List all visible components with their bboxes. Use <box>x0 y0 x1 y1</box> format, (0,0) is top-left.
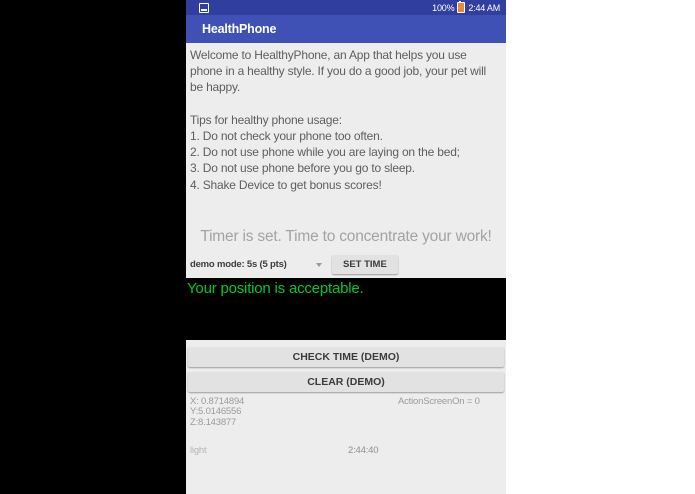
left-letterbox <box>0 0 186 494</box>
app-bar <box>186 15 506 43</box>
sensor-readout <box>186 397 506 429</box>
sensor-z: Z:8.143877 <box>190 416 237 428</box>
footer-row <box>186 445 506 456</box>
clock-text: 2:44:40 <box>348 445 379 457</box>
timer-mode-spinner[interactable] <box>190 259 322 270</box>
tips-header: Tips for healthy phone usage: <box>190 112 342 127</box>
status-bar <box>186 0 506 15</box>
battery-percent: 100% <box>432 2 455 13</box>
sensor-y: Y:5.0146556 <box>190 406 242 418</box>
tip-item: 2. Do not use phone while you are laying on the bed; <box>190 145 460 160</box>
clear-button[interactable]: CLEAR (DEMO) <box>188 372 504 392</box>
tip-item: 3. Do not use phone before you go to sleep. <box>190 161 415 176</box>
tip-item: 1. Do not check your phone too often. <box>190 129 383 143</box>
status-bar-right <box>432 2 500 13</box>
right-letterbox <box>506 0 695 494</box>
timer-mode-value: demo mode: 5s (5 pts) <box>190 259 287 271</box>
app-title: HealthPhone <box>202 22 277 36</box>
welcome-text: Welcome to HealthyPhone, an App that helps you use phone in a healthy style. If you do a good job, your pet will be happy. <box>190 48 486 95</box>
chevron-down-icon <box>316 263 322 267</box>
status-time: 2:44 AM <box>468 2 500 13</box>
battery-icon <box>457 2 465 13</box>
action-screen-on-value: ActionScreenOn = 0 <box>398 395 480 407</box>
light-sensor-label: light <box>190 445 207 457</box>
timer-controls-row <box>186 254 506 276</box>
sensor-x: X: 0.8714894 <box>190 395 245 407</box>
timer-status-text: Timer is set. Time to concentrate your work! <box>200 227 492 245</box>
set-time-button[interactable]: SET TIME <box>332 255 398 274</box>
position-message: Your position is acceptable. <box>187 279 364 297</box>
tip-item: 4. Shake Device to get bonus scores! <box>190 177 382 192</box>
tips-list <box>190 128 502 193</box>
position-panel <box>186 278 506 340</box>
phone-screen <box>186 0 506 494</box>
check-time-button[interactable]: CHECK TIME (DEMO) <box>188 347 504 367</box>
screenshot-notification-icon <box>199 3 209 13</box>
